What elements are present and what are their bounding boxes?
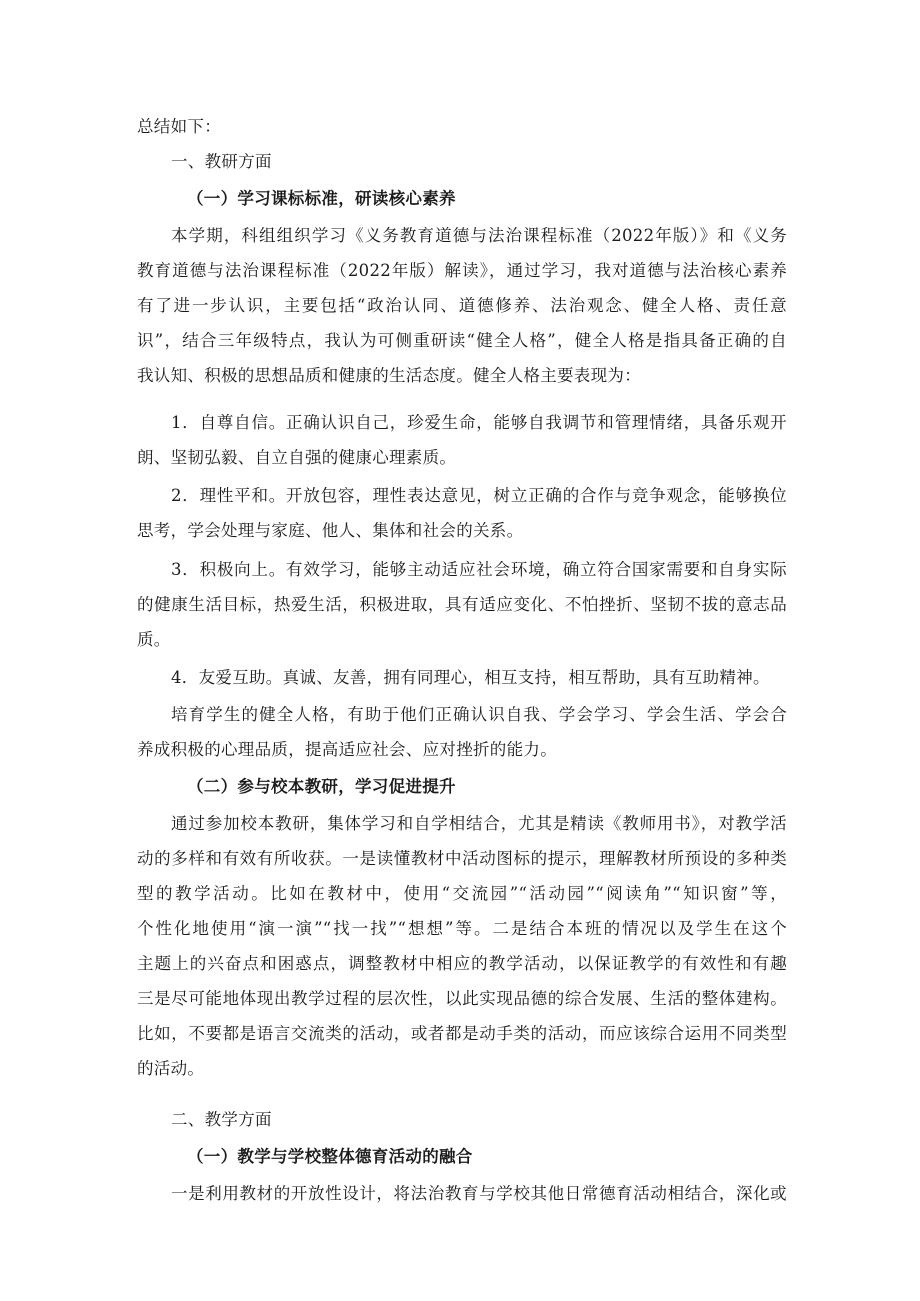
- paragraph-line: 一是利用教材的开放性设计，将法治教育与学校其他日常德育活动相结合，深化或: [171, 1184, 787, 1203]
- section1-title: 一、教研方面: [171, 152, 272, 171]
- section1-sub1-title: （一）学习课标标准，研读核心素养: [187, 189, 456, 208]
- paragraph-line: 个性化地使用“演一演”“找一找”“想想”等。二是结合本班的情况以及学生在这个: [137, 919, 787, 938]
- paragraph-line: 质。: [137, 630, 171, 649]
- section2-sub1-title: （一）教学与学校整体德育活动的融合: [187, 1147, 473, 1166]
- paragraph-line: 识”，结合三年级特点，我认为可侧重研读“健全人格”，健全人格是指具备正确的自: [137, 331, 787, 350]
- section1-sub2-para: [137, 806, 787, 1086]
- section1-sub1-para1: [137, 218, 787, 393]
- paragraph-line: 型的教学活动。比如在教材中，使用“交流园”“活动园”“阅读角”“知识窗”等，: [137, 884, 787, 903]
- paragraph-line: 的健康生活目标，热爱生活，积极进取，具有适应变化、不怕挫折、坚韧不拔的意志品: [137, 595, 787, 614]
- paragraph-line: 动的多样和有效有所收获。一是读懂教材中活动图标的提示，理解教材所预设的多种类: [137, 849, 787, 868]
- paragraph-line: 我认知、积极的思想品质和健康的生活态度。健全人格主要表现为：: [137, 366, 641, 385]
- paragraph-line: 2．理性平和。开放包容，理性表达意见，树立正确的合作与竞争观念，能够换位: [171, 486, 787, 505]
- paragraph-line: 本学期，科组组织学习《义务教育道德与法治课程标准（2022年版）》和《义务: [171, 226, 787, 245]
- list-item-2: [137, 478, 787, 548]
- section1-sub2-title: （二）参与校本教研，学习促进提升: [187, 777, 456, 796]
- intro-line: 总结如下：: [137, 117, 221, 136]
- paragraph-line: 思考，学会处理与家庭、他人、集体和社会的关系。: [137, 521, 524, 540]
- intro-text: [137, 109, 787, 144]
- paragraph-line: 培育学生的健全人格，有助于他们正确认识自我、学会学习、学会生活、学会合: [171, 705, 787, 724]
- list-item-3: [137, 552, 787, 657]
- list-item-1: [137, 405, 787, 475]
- section2-sub1-para: [137, 1176, 787, 1211]
- paragraph-line: 3．积极向上。有效学习，能够主动适应社会环境，确立符合国家需要和自身实际: [171, 560, 787, 579]
- paragraph-line: 养成积极的心理品质，提高适应社会、应对挫折的能力。: [137, 740, 557, 759]
- paragraph-line: 有了进一步认识，主要包括“政治认同、道德修养、法治观念、健全人格、责任意: [137, 296, 787, 315]
- paragraph-line: 4．友爱互助。真诚、友善，拥有同理心，相互支持，相互帮助，具有互助精神。: [171, 668, 770, 687]
- paragraph-line: 教育道德与法治课程标准（2022年版）解读》，通过学习，我对道德与法治核心素养: [137, 261, 787, 280]
- list-item-4: [137, 660, 787, 695]
- section2-title: 二、教学方面: [171, 1110, 272, 1129]
- paragraph-line: 朗、坚韧弘毅、自立自强的健康心理素质。: [137, 448, 457, 467]
- paragraph-line: 的活动。: [137, 1059, 205, 1078]
- paragraph-line: 1．自尊自信。正确认识自己，珍爱生命，能够自我调节和管理情绪，具备乐观开: [171, 413, 787, 432]
- paragraph-line: 三是尽可能地体现出教学过程的层次性，以此实现品德的综合发展、生活的整体建构。: [137, 989, 787, 1008]
- paragraph-line: 通过参加校本教研，集体学习和自学相结合，尤其是精读《教师用书》，对教学活: [171, 814, 787, 833]
- section1-sub1-para2: [137, 697, 787, 767]
- paragraph-line: 比如，不要都是语言交流类的活动，或者都是动手类的活动，而应该综合运用不同类型: [137, 1024, 787, 1043]
- paragraph-line: 主题上的兴奋点和困惑点，调整教材中相应的教学活动，以保证教学的有效性和有趣: [137, 954, 787, 973]
